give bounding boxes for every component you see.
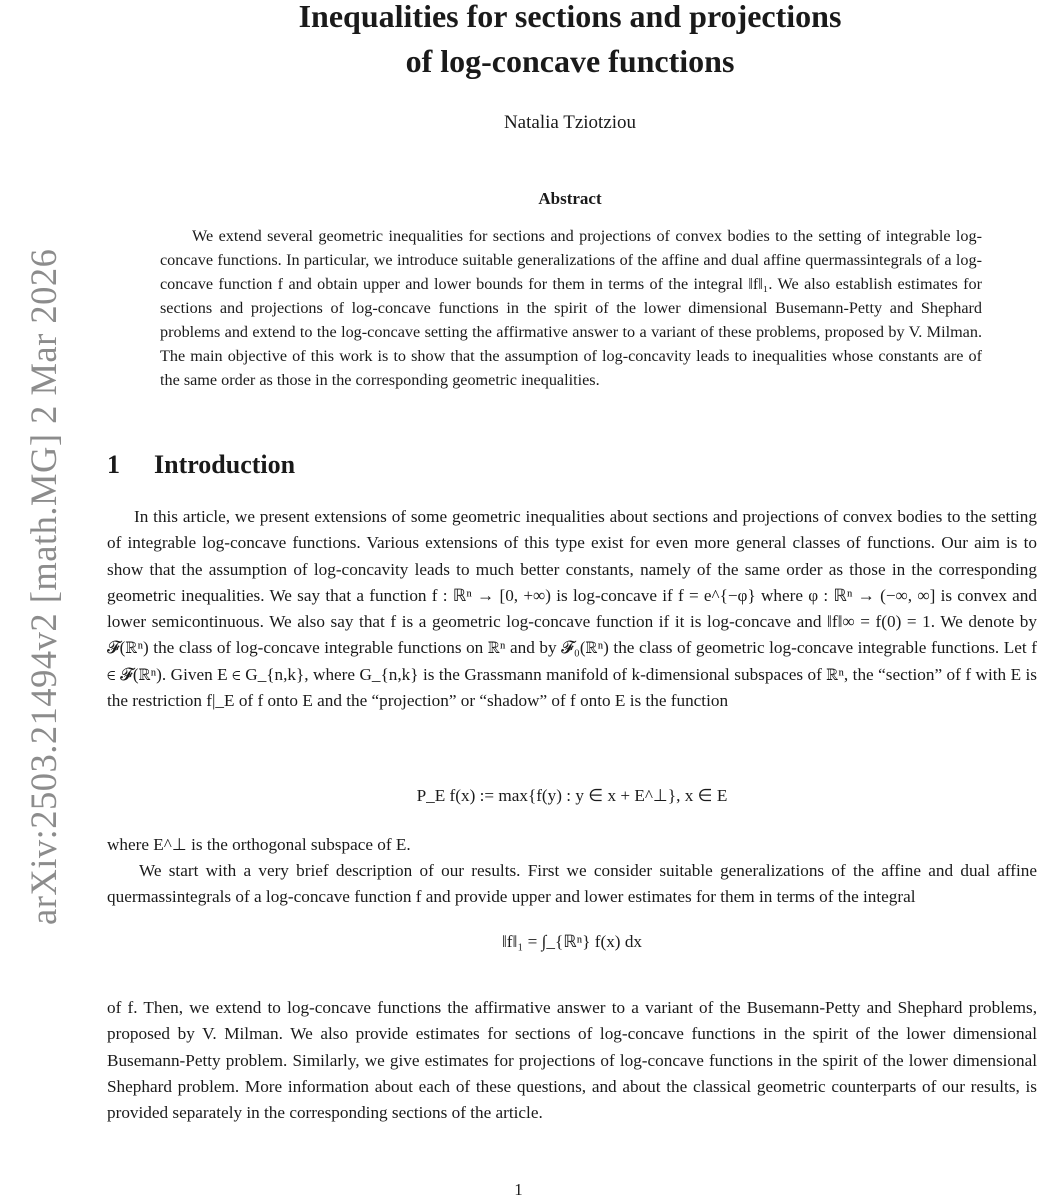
abstract-text: We extend several geometric inequalities for sections and projections of convex bodies to the setting of integrable log-concave functions. In particular, we introduce suitable generalizations of the affine and dual affine quermassintegrals of a log-concave function f and obtain upper and lower bounds for them in terms of the integral ‖f‖₁. We also establish estimates for sections and projections of log-concave functions in the spirit of the lower dimensional Busemann-Petty and Shephard problems and extend to the log-concave setting the affirmative answer to a variant of these problems, proposed by V. Milman. The main objective of this work is to show that the assumption of log-concavity leads to inequalities whose constants are of the same order as those in the corresponding geometric inequalities. xyxy=(160,227,982,389)
abstract-heading: Abstract xyxy=(538,189,602,208)
arxiv-identifier-stamp: arXiv:2503.21494v2 [math.MG] 2 Mar 2026 xyxy=(23,248,64,925)
section-number: 1 xyxy=(107,450,120,479)
intro-paragraph-1: In this article, we present extensions of some geometric inequalities about sections and projections of convex bodies to the setting of integrable log-concave functions. Various extensions of this type exist for even more general classes of functions. Our aim is to show that the assumption of log-concavity leads to much better constants, namely of the same order as those in the corresponding geometric inequalities. We say that a function f : ℝⁿ → [0, +∞) is log-concave if f = e^{−φ} where φ : ℝⁿ → (−∞, ∞] is convex and lower semicontinuous. We also say that f is a geometric log-concave function if it is log-concave and ‖f‖∞ = f(0) = 1. We denote by 𝓕(ℝⁿ) the class of log-concave integrable functions on ℝⁿ and by 𝓕₀(ℝⁿ) the class of geometric log-concave integrable functions. Let f ∈ 𝓕(ℝⁿ). Given E ∈ G_{n,k}, where G_{n,k} is the Grassmann manifold of k-dimensional subspaces of ℝⁿ, the “section” of f with E is the restriction f|_E of f onto E and the “projection” or “shadow” of f onto E is the function xyxy=(107,507,1037,711)
author-name: Natalia Tziotziou xyxy=(503,112,637,133)
intro-paragraph-3: of f. Then, we extend to log-concave functions the affirmative answer to a variant of the Busemann-Petty and Shephard problems, proposed by V. Milman. We also provide estimates for sections of log-concave functions in the spirit of the lower dimensional Busemann-Petty problem. Similarly, we give estimates for projections of log-concave functions in the spirit of the lower dimensional Shephard problem. More information about each of these questions, and about the classical geometric counterparts of our results, is provided separately in the corresponding sections of the article. xyxy=(107,998,1037,1123)
orthogonal-subspace-note: where E^⊥ is the orthogonal subspace of E. xyxy=(107,835,411,854)
projection-equation: P_E f(x) := max{f(y) : y ∈ x + E^⊥}, x ∈ E xyxy=(416,786,728,805)
title-line-2: of log-concave functions xyxy=(405,43,735,79)
section-title: Introduction xyxy=(154,450,296,479)
integral-norm-equation: ‖f‖₁ = ∫_{ℝⁿ} f(x) dx xyxy=(501,932,643,951)
paper-title xyxy=(160,0,980,84)
section-heading-introduction xyxy=(107,450,295,480)
intro-paragraph-2: We start with a very brief description of our results. First we consider suitable generalizations of the affine and dual affine quermassintegrals of a log-concave function f and provide upper and lower estimates for them in terms of the integral xyxy=(107,861,1037,907)
page-number: 1 xyxy=(514,1180,523,1199)
title-line-1: Inequalities for sections and projections xyxy=(298,0,842,34)
